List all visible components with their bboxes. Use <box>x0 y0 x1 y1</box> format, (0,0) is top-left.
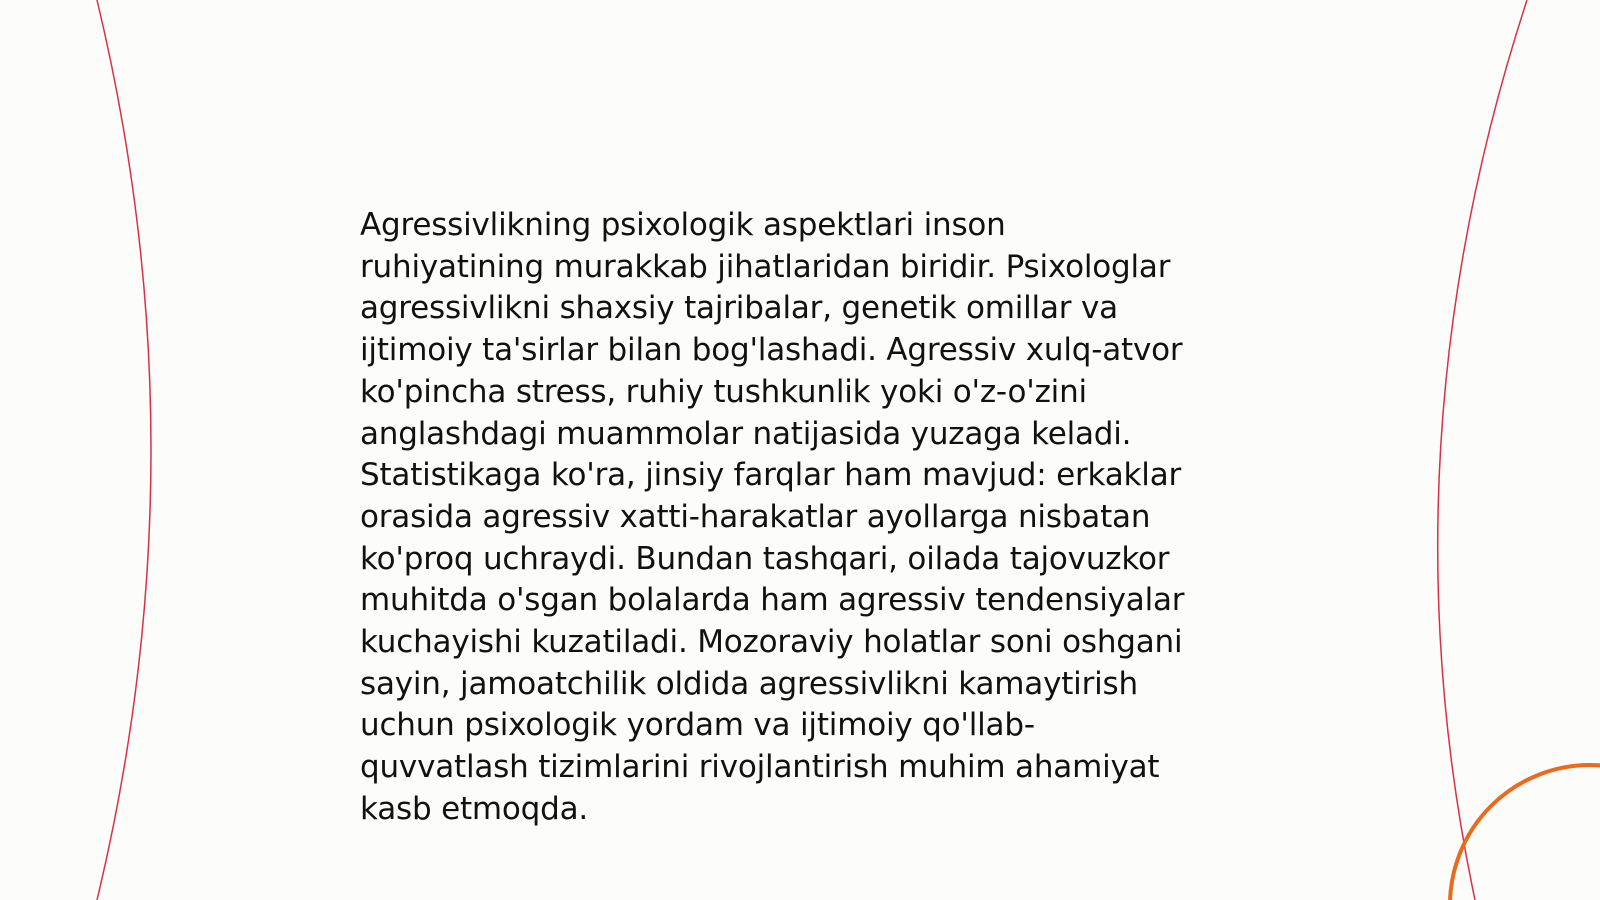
orange-circle-accent <box>1450 765 1600 900</box>
right-arc-line <box>1438 0 1527 900</box>
body-paragraph: Agressivlikning psixologik aspektlari inson ruhiyatining murakkab jihatlaridan biridir. Psixologlar agressivlikni shaxsiy tajribalar, genetik omillar va ijtimoiy ta'sirlar bilan bog'lashadi. Agressiv xulq-atvor ko'pincha stress, ruhiy tushkunlik yoki o'z-o'zini anglashdagi muammolar natijasida yuzaga keladi. Statistikaga ko'ra, jinsiy farqlar ham mavjud: erkaklar orasida agressiv xatti-harakatlar ayollarga nisbatan ko'proq uchraydi. Bundan tashqari, oilada tajovuzkor muhitda o'sgan bolalarda ham agressiv tendensiyalar kuchayishi kuzatiladi. Mozoraviy holatlar soni oshgani sayin, jamoatchilik oldida agressivlikni kamaytirish uchun psixologik yordam va ijtimoiy qo'llab- quvvatlash tizimlarini rivojlantirish muhim ahamiyat kasb etmoqda. <box>360 207 1185 827</box>
left-arc-line <box>97 0 151 900</box>
